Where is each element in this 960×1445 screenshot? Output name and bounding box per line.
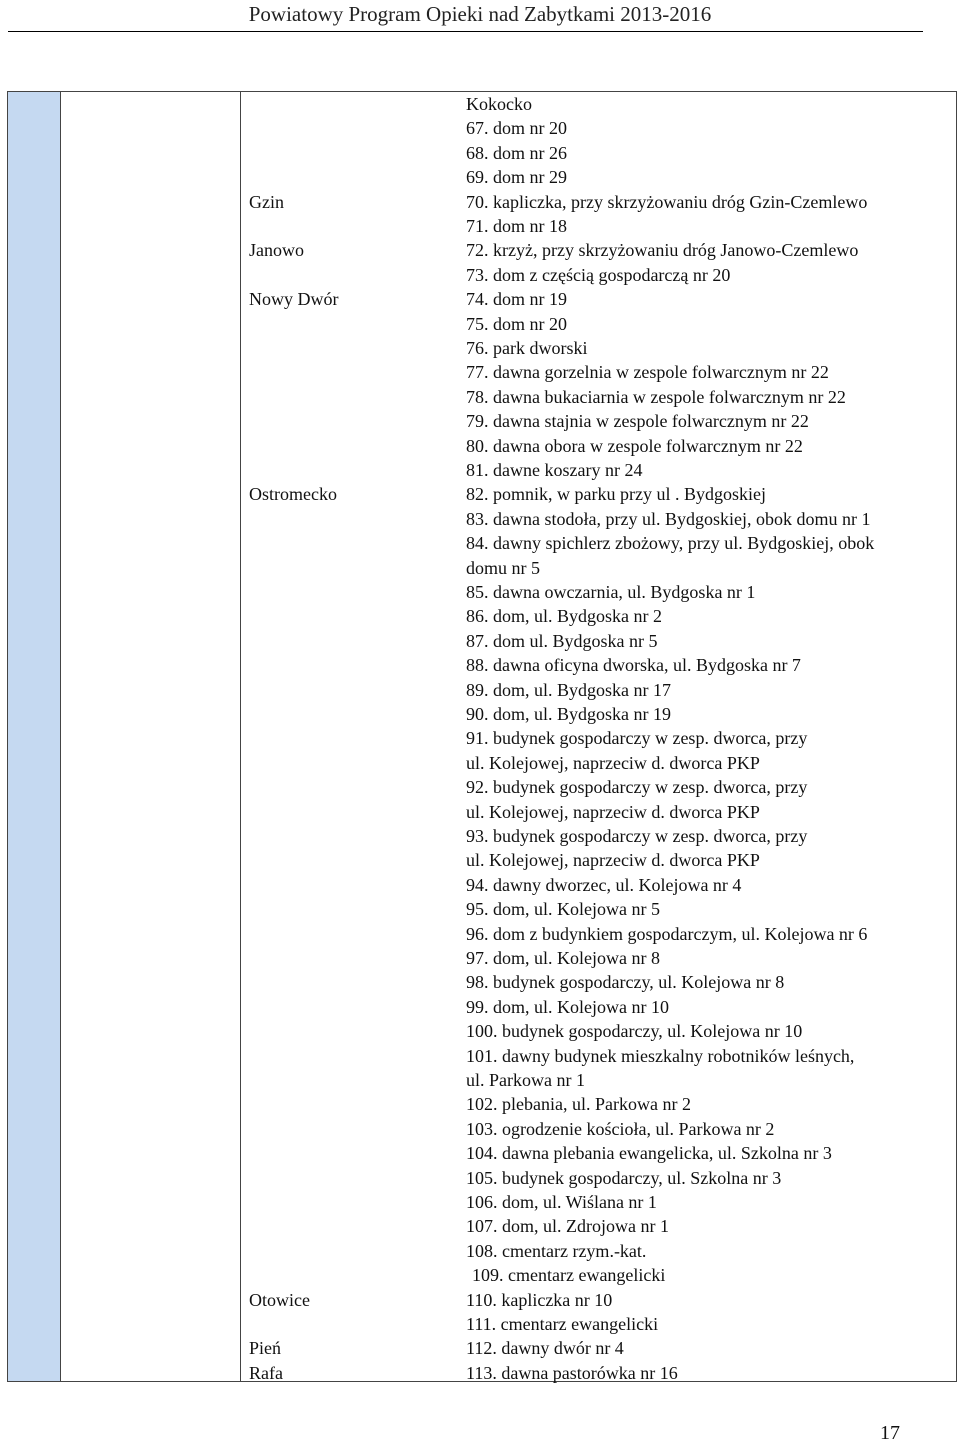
monument-cell: 89. dom, ul. Bydgoska nr 17 bbox=[466, 679, 671, 700]
monument-cell: 84. dawny spichlerz zbożowy, przy ul. Bydgoskiej, obok bbox=[466, 533, 875, 554]
table-row bbox=[8, 1263, 958, 1287]
monument-cell: 68. dom nr 26 bbox=[466, 142, 567, 163]
monument-cell: 104. dawna plebania ewangelicka, ul. Szkolna nr 3 bbox=[466, 1143, 832, 1164]
table-row bbox=[8, 287, 958, 311]
monument-cell: 72. krzyż, przy skrzyżowaniu dróg Janowo-Czemlewo bbox=[466, 240, 859, 261]
table-row bbox=[8, 1166, 958, 1190]
table-row bbox=[8, 263, 958, 287]
monument-cell: 111. cmentarz ewangelicki bbox=[466, 1314, 659, 1334]
table-row bbox=[8, 531, 958, 555]
header-rule bbox=[8, 31, 923, 32]
locality-cell: Gzin bbox=[249, 191, 284, 212]
table-row bbox=[8, 678, 958, 702]
table-row bbox=[8, 1312, 958, 1336]
monument-cell: 92. budynek gospodarczy w zesp. dworca, przy bbox=[466, 777, 808, 798]
monument-cell: 100. budynek gospodarczy, ul. Kolejowa nr 10 bbox=[466, 1021, 803, 1042]
table-row bbox=[8, 1141, 958, 1165]
table-row bbox=[8, 214, 958, 238]
monument-cell: 112. dawny dwór nr 4 bbox=[466, 1338, 624, 1359]
table-row bbox=[8, 409, 958, 433]
monument-cell: 108. cmentarz rzym.-kat. bbox=[466, 1240, 647, 1261]
monument-cell: 95. dom, ul. Kolejowa nr 5 bbox=[466, 899, 660, 920]
table-row bbox=[8, 1068, 958, 1092]
monument-cell: 94. dawny dworzec, ul. Kolejowa nr 4 bbox=[466, 874, 742, 895]
monument-cell: 74. dom nr 19 bbox=[466, 289, 567, 310]
table-row bbox=[8, 800, 958, 824]
monument-cell: 106. dom, ul. Wiślana nr 1 bbox=[466, 1192, 657, 1212]
locality-cell: Janowo bbox=[249, 240, 304, 261]
monument-cell: 83. dawna stodoła, przy ul. Bydgoskiej, obok domu nr 1 bbox=[466, 508, 871, 529]
monument-cell: 85. dawna owczarnia, ul. Bydgoska nr 1 bbox=[466, 582, 756, 602]
table-row bbox=[8, 653, 958, 677]
table-row bbox=[8, 116, 958, 140]
monument-cell: 80. dawna obora w zespole folwarcznym nr 22 bbox=[466, 435, 803, 456]
table-row bbox=[8, 922, 958, 946]
monument-cell: 78. dawna bukaciarnia w zespole folwarcznym nr 22 bbox=[466, 386, 846, 407]
table-row bbox=[8, 482, 958, 506]
locality-cell: Pień bbox=[249, 1338, 282, 1359]
table-row bbox=[8, 580, 958, 604]
monument-cell: ul. Kolejowej, naprzeciw d. dworca PKP bbox=[466, 752, 760, 773]
monument-cell: 101. dawny budynek mieszkalny robotników leśnych, bbox=[466, 1045, 855, 1066]
table-row bbox=[8, 995, 958, 1019]
locality-cell: Rafa bbox=[249, 1362, 283, 1383]
monument-cell: 86. dom, ul. Bydgoska nr 2 bbox=[466, 606, 662, 627]
monument-cell: 113. dawna pastorówka nr 16 bbox=[466, 1362, 678, 1383]
monument-cell: 102. plebania, ul. Parkowa nr 2 bbox=[466, 1094, 691, 1115]
table-row bbox=[8, 1214, 958, 1238]
monument-cell: 97. dom, ul. Kolejowa nr 8 bbox=[466, 948, 660, 968]
table-row bbox=[8, 190, 958, 214]
table-row bbox=[8, 1190, 958, 1214]
table-row bbox=[8, 1361, 958, 1385]
table-row bbox=[8, 824, 958, 848]
table-row bbox=[8, 165, 958, 189]
table-row bbox=[8, 946, 958, 970]
monument-cell: 110. kapliczka nr 10 bbox=[466, 1289, 613, 1310]
monument-cell: 87. dom ul. Bydgoska nr 5 bbox=[466, 630, 658, 651]
table-row bbox=[8, 507, 958, 531]
page-header: Powiatowy Program Opieki nad Zabytkami 2013-2016 bbox=[248, 2, 712, 26]
table-row bbox=[8, 92, 958, 116]
table-row bbox=[8, 1288, 958, 1312]
monument-cell: ul. Kolejowej, naprzeciw d. dworca PKP bbox=[466, 801, 760, 822]
monument-cell: 93. budynek gospodarczy w zesp. dworca, przy bbox=[466, 826, 808, 846]
table-row bbox=[8, 360, 958, 384]
monument-cell: 105. budynek gospodarczy, ul. Szkolna nr 3 bbox=[466, 1167, 782, 1188]
table-row bbox=[8, 726, 958, 750]
table-row bbox=[8, 1239, 958, 1263]
table-row bbox=[8, 1019, 958, 1043]
monument-cell: 90. dom, ul. Bydgoska nr 19 bbox=[466, 704, 671, 724]
monument-cell: 96. dom z budynkiem gospodarczym, ul. Kolejowa nr 6 bbox=[466, 923, 868, 944]
monument-cell: ul. Kolejowej, naprzeciw d. dworca PKP bbox=[466, 850, 760, 871]
table-row bbox=[8, 336, 958, 360]
table-row bbox=[8, 897, 958, 921]
monuments-table bbox=[7, 91, 957, 1382]
monument-cell: 103. ogrodzenie kościoła, ul. Parkowa nr 2 bbox=[466, 1118, 775, 1139]
monument-cell: 73. dom z częścią gospodarczą nr 20 bbox=[466, 264, 731, 285]
monument-cell: 71. dom nr 18 bbox=[466, 216, 567, 236]
locality-cell: Ostromecko bbox=[249, 484, 337, 505]
monument-cell: 82. pomnik, w parku przy ul . Bydgoskiej bbox=[466, 484, 766, 505]
monument-cell: domu nr 5 bbox=[466, 557, 540, 578]
monument-cell: 107. dom, ul. Zdrojowa nr 1 bbox=[466, 1216, 669, 1237]
table-row bbox=[8, 1117, 958, 1141]
table-row bbox=[8, 629, 958, 653]
monument-cell: 99. dom, ul. Kolejowa nr 10 bbox=[466, 996, 669, 1017]
page-number: 17 bbox=[880, 1422, 900, 1444]
table-row bbox=[8, 312, 958, 336]
locality-cell: Otowice bbox=[249, 1289, 310, 1310]
monument-cell: ul. Parkowa nr 1 bbox=[466, 1070, 585, 1090]
table-row bbox=[8, 604, 958, 628]
monument-cell: 69. dom nr 29 bbox=[466, 167, 567, 188]
table-row bbox=[8, 385, 958, 409]
locality-cell: Nowy Dwór bbox=[249, 289, 339, 310]
monument-cell: 91. budynek gospodarczy w zesp. dworca, przy bbox=[466, 728, 808, 749]
monument-cell: 77. dawna gorzelnia w zespole folwarcznym nr 22 bbox=[466, 362, 829, 383]
table-row bbox=[8, 141, 958, 165]
monument-cell: 79. dawna stajnia w zespole folwarcznym nr 22 bbox=[466, 411, 809, 432]
monument-cell: Kokocko bbox=[466, 94, 532, 114]
monument-cell: 109. cmentarz ewangelicki bbox=[472, 1265, 666, 1286]
monument-cell: 75. dom nr 20 bbox=[466, 313, 567, 334]
monument-cell: 98. budynek gospodarczy, ul. Kolejowa nr 8 bbox=[466, 972, 785, 993]
table-row bbox=[8, 238, 958, 262]
table-row bbox=[8, 1336, 958, 1360]
monument-cell: 70. kapliczka, przy skrzyżowaniu dróg Gzin-Czemlewo bbox=[466, 191, 868, 212]
table-row bbox=[8, 434, 958, 458]
monument-cell: 67. dom nr 20 bbox=[466, 118, 567, 139]
table-row bbox=[8, 702, 958, 726]
monument-cell: 76. park dworski bbox=[466, 338, 588, 358]
table-row bbox=[8, 751, 958, 775]
table-row bbox=[8, 1092, 958, 1116]
table-row bbox=[8, 1044, 958, 1068]
table-row bbox=[8, 873, 958, 897]
table-row bbox=[8, 848, 958, 872]
monument-cell: 81. dawne koszary nr 24 bbox=[466, 460, 643, 480]
table-row bbox=[8, 970, 958, 994]
monument-cell: 88. dawna oficyna dworska, ul. Bydgoska nr 7 bbox=[466, 655, 801, 676]
table-row bbox=[8, 556, 958, 580]
table-row bbox=[8, 775, 958, 799]
table-row bbox=[8, 458, 958, 482]
